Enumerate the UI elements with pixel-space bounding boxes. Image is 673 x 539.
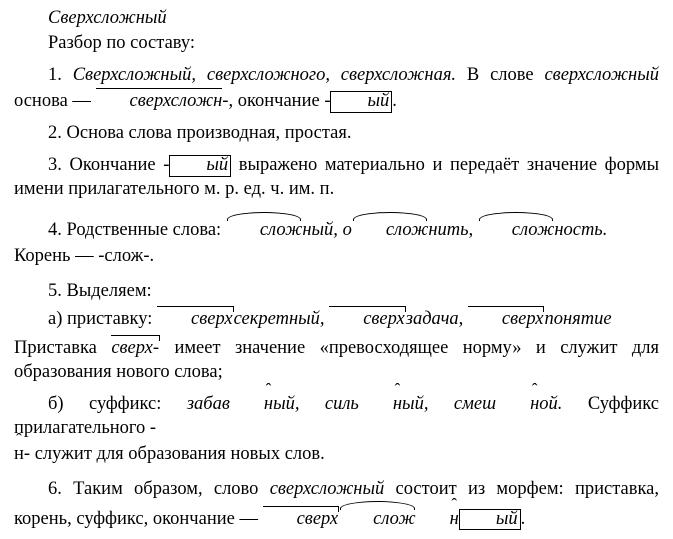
item-5a-sentence-lead: Приставка	[14, 337, 97, 358]
item-1-ending-label: окончание -	[237, 91, 331, 112]
item-5a-word-1-rest: секретный,	[233, 309, 325, 330]
page-title: Сверхсложный	[48, 8, 167, 28]
item-4-word-2-root: слож	[352, 212, 429, 242]
item-4-word-3-root: слож	[478, 212, 555, 242]
item-6-final-punct: .	[520, 508, 526, 529]
item-5-lead: Выделяем:	[66, 281, 152, 302]
item-5b-label: б) суффикс:	[48, 393, 162, 414]
item-5a-word-2-prefix: сверх	[329, 305, 406, 331]
item-6-lead: Таким образом, слово	[73, 478, 259, 499]
item-6-final-root: слож	[339, 501, 416, 531]
item-5b-rest-line	[14, 442, 659, 466]
item-5b-word-3-suffix: ˆ н	[496, 392, 539, 416]
item-1-mid: В слове	[466, 65, 534, 86]
analysis-item-6	[14, 477, 659, 531]
analysis-item-5	[14, 279, 659, 303]
item-4-root-line: Корень — -слож-.	[14, 246, 155, 267]
item-5-number: 5.	[48, 281, 62, 302]
item-6-number: 6.	[48, 478, 62, 499]
item-5-sub-b	[14, 392, 659, 440]
item-5b-word-2-stem: силь	[324, 393, 359, 414]
item-5b-word-2-end: ый,	[402, 393, 429, 414]
item-4-number: 4.	[48, 220, 62, 241]
item-3-lead: Окончание -	[69, 155, 170, 176]
item-1-stem-marked: сверхсложн	[96, 87, 223, 113]
item-3-ending-boxed: ый	[169, 155, 231, 176]
item-5a-word-1-prefix: сверх	[157, 305, 234, 331]
item-5a-word-3-prefix: сверх	[468, 305, 545, 331]
item-1-end-punct: .	[392, 91, 397, 112]
item-6-final-prefix: сверх	[263, 505, 340, 531]
analysis-item-1	[14, 63, 659, 113]
item-3-rest: выражено материально и передаёт значение формы имени прилагательного м. р. ед. ч. им. п.	[14, 155, 660, 200]
item-6-word: сверхсложный	[269, 478, 385, 499]
item-5b-word-1-end: ый,	[273, 393, 300, 414]
item-5a-sentence	[14, 334, 659, 384]
item-3-number: 3.	[48, 155, 62, 176]
item-4-word-1-root: слож	[226, 212, 303, 242]
item-4-word-3-tail: ность.	[554, 220, 608, 241]
item-4-word-2-tail: нить,	[428, 220, 474, 241]
item-2-number: 2.	[48, 123, 62, 144]
item-5a-word-2-rest: задача,	[405, 309, 464, 330]
document-subtitle: Разбор по составу:	[48, 33, 196, 54]
item-1-ending-boxed: ый	[330, 91, 392, 112]
analysis-item-3	[14, 153, 659, 201]
analysis-item-2	[14, 121, 659, 145]
item-2-text: Основа слова производная, простая.	[66, 123, 352, 144]
item-5a-label: а) приставку:	[48, 309, 153, 330]
item-1-number: 1.	[48, 65, 62, 86]
analysis-item-4	[14, 212, 659, 242]
item-5a-sentence-rest: имеет значение «превосходящее норму» и служит для образования нового слова;	[14, 337, 659, 382]
item-4-lead: Родственные слова:	[66, 220, 222, 241]
item-6-final-suffix: ˆ н	[416, 507, 459, 531]
item-6-mid: состоит из морфем: приставка, корень, суффикс, окончание —	[14, 478, 660, 529]
item-5b-rest-lead: Суффикс прилагательного -	[14, 393, 659, 438]
item-5b-rest-suffix: ˆ н	[14, 442, 24, 466]
item-5a-sentence-prefix: сверх-	[111, 334, 160, 360]
item-6-final-ending: ый	[459, 509, 521, 530]
item-1-after-word: основа —	[14, 91, 91, 112]
item-5a-word-3-rest: понятие	[544, 309, 612, 330]
item-5b-rest-tail: - служит для образования новых слов.	[23, 443, 325, 464]
item-5b-word-3-end: ой.	[539, 393, 563, 414]
item-1-word: сверхсложный	[544, 65, 659, 86]
item-4-word-2-head: о	[342, 220, 352, 241]
item-1-stem-tail: -,	[222, 91, 234, 112]
item-4-word-1-tail: ный,	[302, 220, 338, 241]
item-5b-word-1-stem: забав	[186, 393, 230, 414]
item-5b-word-1-suffix: ˆ н	[230, 392, 273, 416]
item-5b-word-3-stem: смеш	[453, 393, 497, 414]
item-5-sub-a	[14, 305, 659, 331]
item-1-forms: Сверхсложный, сверхсложного, сверхсложная.	[72, 65, 457, 86]
item-5b-word-2-suffix: ˆ н	[359, 392, 402, 416]
